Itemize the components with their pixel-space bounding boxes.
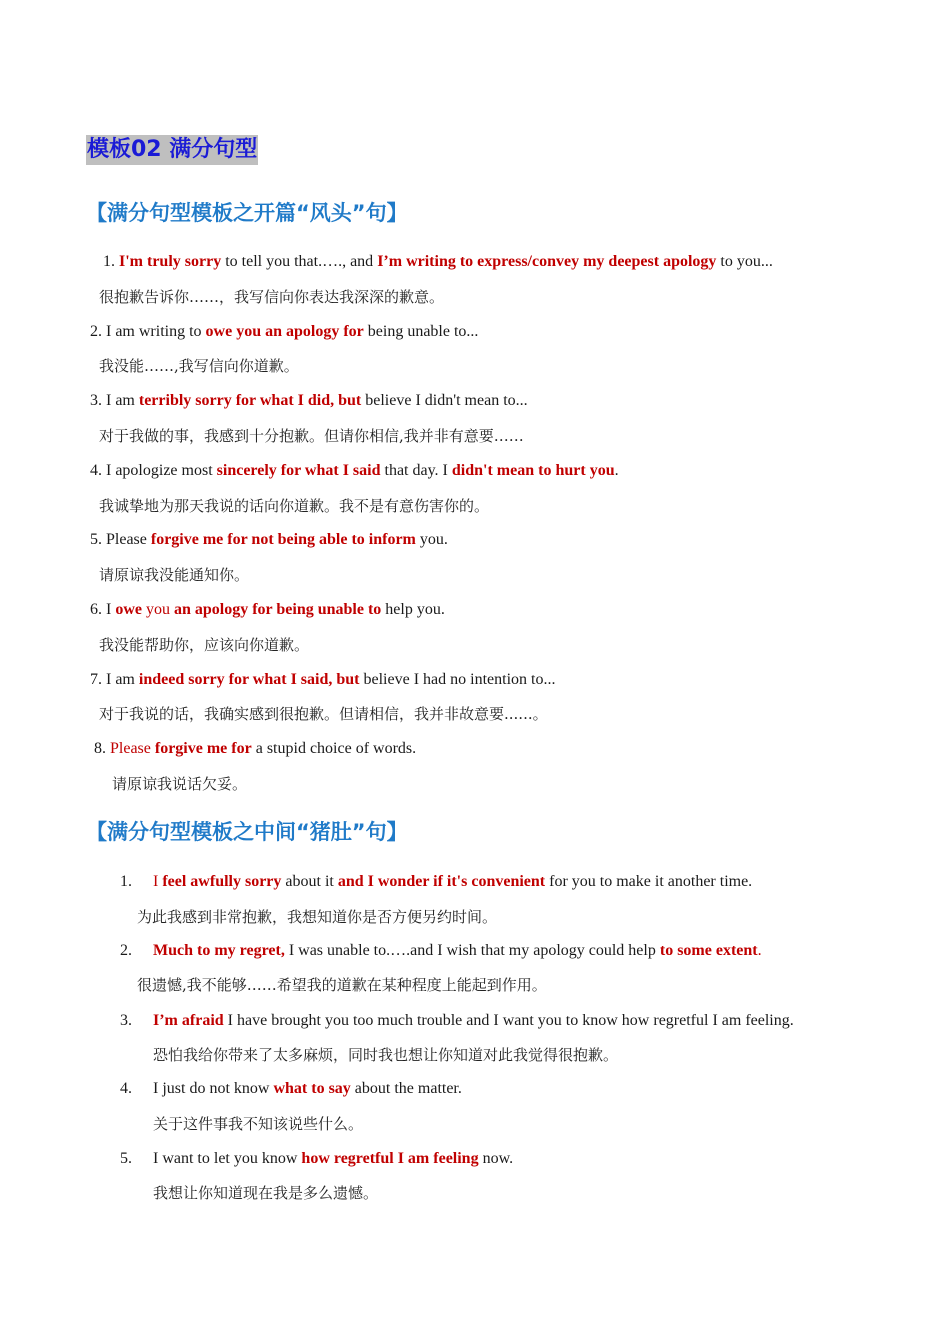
text-segment: I am xyxy=(106,671,139,688)
s1-translation-3: 对于我做的事，我感到十分抱歉。但请你相信,我并非有意要…… xyxy=(99,427,524,445)
text-segment: you. xyxy=(415,531,448,548)
key-phrase: sincerely for what I said xyxy=(216,462,381,479)
s1-translation-5: 请原谅我没能通知你。 xyxy=(99,566,250,584)
text-segment: being unable to... xyxy=(363,323,479,340)
text-segment: I xyxy=(153,873,163,890)
key-phrase: owe you an apology for xyxy=(205,323,364,340)
text-segment: about it xyxy=(281,873,338,890)
text-segment: that day. I xyxy=(380,462,452,479)
text-segment: I just do not know xyxy=(153,1080,274,1097)
text-segment: help you. xyxy=(381,601,445,618)
key-phrase: and I wonder if it's convenient xyxy=(337,873,546,890)
text-segment: for you to make it another time. xyxy=(545,873,753,890)
s1-translation-7: 对于我说的话，我确实感到很抱歉。但请相信，我并非故意要......。 xyxy=(99,705,548,723)
text-segment: to tell you that.…., and xyxy=(221,253,378,270)
key-phrase: t xyxy=(659,942,666,959)
s1-sentence-8: 8. Please forgive me for a stupid choice of words. xyxy=(94,740,417,757)
text-segment: now. xyxy=(478,1150,514,1167)
section-heading-opening: 【满分句型模板之开篇“风头”句】 xyxy=(86,201,408,225)
text-segment: believe I didn't mean to... xyxy=(361,392,528,409)
s2-sentence-2: 2. Much to my regret, I was unable to.….and I wish that my apology could help to some extent. xyxy=(120,942,762,959)
s2-sentence-5: 5. I want to let you know how regretful I am feeling now. xyxy=(120,1150,514,1167)
key-phrase: o some extent xyxy=(665,942,758,959)
text-segment: a stupid choice of words. xyxy=(251,740,417,757)
s1-sentence-7: 7. I am indeed sorry for what I said, but believe I had no intention to... xyxy=(90,671,556,688)
text-segment: believe I had no intention to... xyxy=(359,671,556,688)
s1-translation-1: 很抱歉告诉你……，我写信向你表达我深深的歉意。 xyxy=(99,288,445,306)
s2-sentence-1: 1. I feel awfully sorry about it and I wonder if it's convenient for you to make it another time. xyxy=(120,873,753,890)
key-phrase: how regretful I am feeling xyxy=(301,1150,479,1167)
text-segment: about the matter. xyxy=(350,1080,462,1097)
text-segment: Please xyxy=(106,531,151,548)
text-segment: . xyxy=(614,462,619,479)
s1-sentence-6: 6. I owe you an apology for being unable to help you. xyxy=(90,601,445,618)
s2-translation-2: 很遗憾,我不能够……希望我的道歉在某种程度上能起到作用。 xyxy=(137,976,547,994)
text-segment: I am writing to xyxy=(106,323,206,340)
text-segment: you xyxy=(141,601,174,618)
s2-translation-4: 关于这件事我不知该说些什么。 xyxy=(153,1115,364,1133)
s1-sentence-5: 5. Please forgive me for not being able to inform you. xyxy=(90,531,448,548)
key-phrase: what to say xyxy=(273,1080,351,1097)
s1-sentence-3: 3. I am terribly sorry for what I did, but believe I didn't mean to... xyxy=(90,392,528,409)
s2-translation-1: 为此我感到非常抱歉，我想知道你是否方便另约时间。 xyxy=(137,908,498,926)
text-segment: I want to let you know xyxy=(153,1150,302,1167)
text-segment: to you... xyxy=(716,253,773,270)
text-segment: I xyxy=(106,601,116,618)
key-phrase: I’m afraid xyxy=(153,1012,224,1029)
s2-translation-3: 恐怕我给你带来了太多麻烦，同时我也想让你知道对此我觉得很抱歉。 xyxy=(153,1046,619,1064)
s1-sentence-4: 4. I apologize most sincerely for what I said that day. I didn't mean to hurt you. xyxy=(90,462,619,479)
section-heading-middle: 【满分句型模板之中间“猪肚”句】 xyxy=(86,820,408,844)
s1-translation-2: 我没能……,我写信向你道歉。 xyxy=(99,357,299,375)
text-segment: . xyxy=(757,942,762,959)
s1-sentence-1: 1. I'm truly sorry to tell you that.…., and I’m writing to express/convey my deepest apology to you... xyxy=(103,253,773,270)
s1-translation-8: 请原谅我说话欠妥。 xyxy=(112,775,248,793)
s2-sentence-3: 3. I’m afraid I have brought you too much trouble and I want you to know how regretful I am feeling. xyxy=(120,1012,794,1029)
text-segment: Please xyxy=(110,740,155,757)
text-segment: I was unable to.….and I wish that my apology could help xyxy=(284,942,660,959)
key-phrase: I’m writing to express/convey my deepest apology xyxy=(377,253,717,270)
text-segment: I have brought you too much trouble and I want you to know how regretful I am feeling. xyxy=(223,1012,794,1029)
page-title: 模板02 满分句型 xyxy=(86,135,258,165)
key-phrase: indeed sorry for what I said, but xyxy=(138,671,360,688)
s1-sentence-2: 2. I am writing to owe you an apology for being unable to... xyxy=(90,323,479,340)
key-phrase: Much to my regret, xyxy=(153,942,285,959)
key-phrase: terribly sorry for what I did, but xyxy=(138,392,362,409)
s1-translation-4: 我诚挚地为那天我说的话向你道歉。我不是有意伤害你的。 xyxy=(99,497,490,515)
s1-translation-6: 我没能帮助你，应该向你道歉。 xyxy=(99,636,310,654)
key-phrase: an apology for being unable to xyxy=(173,601,382,618)
key-phrase: feel awfully sorry xyxy=(162,873,282,890)
key-phrase: didn't mean to hurt you xyxy=(451,462,615,479)
key-phrase: owe xyxy=(115,601,142,618)
key-phrase: I'm truly sorry xyxy=(119,253,222,270)
key-phrase: forgive me for not being able to inform xyxy=(150,531,416,548)
s2-translation-5: 我想让你知道现在我是多么遗憾。 xyxy=(153,1184,379,1202)
text-segment: I apologize most xyxy=(106,462,217,479)
key-phrase: forgive me for xyxy=(154,740,252,757)
s2-sentence-4: 4. I just do not know what to say about the matter. xyxy=(120,1080,462,1097)
text-segment: I am xyxy=(106,392,139,409)
